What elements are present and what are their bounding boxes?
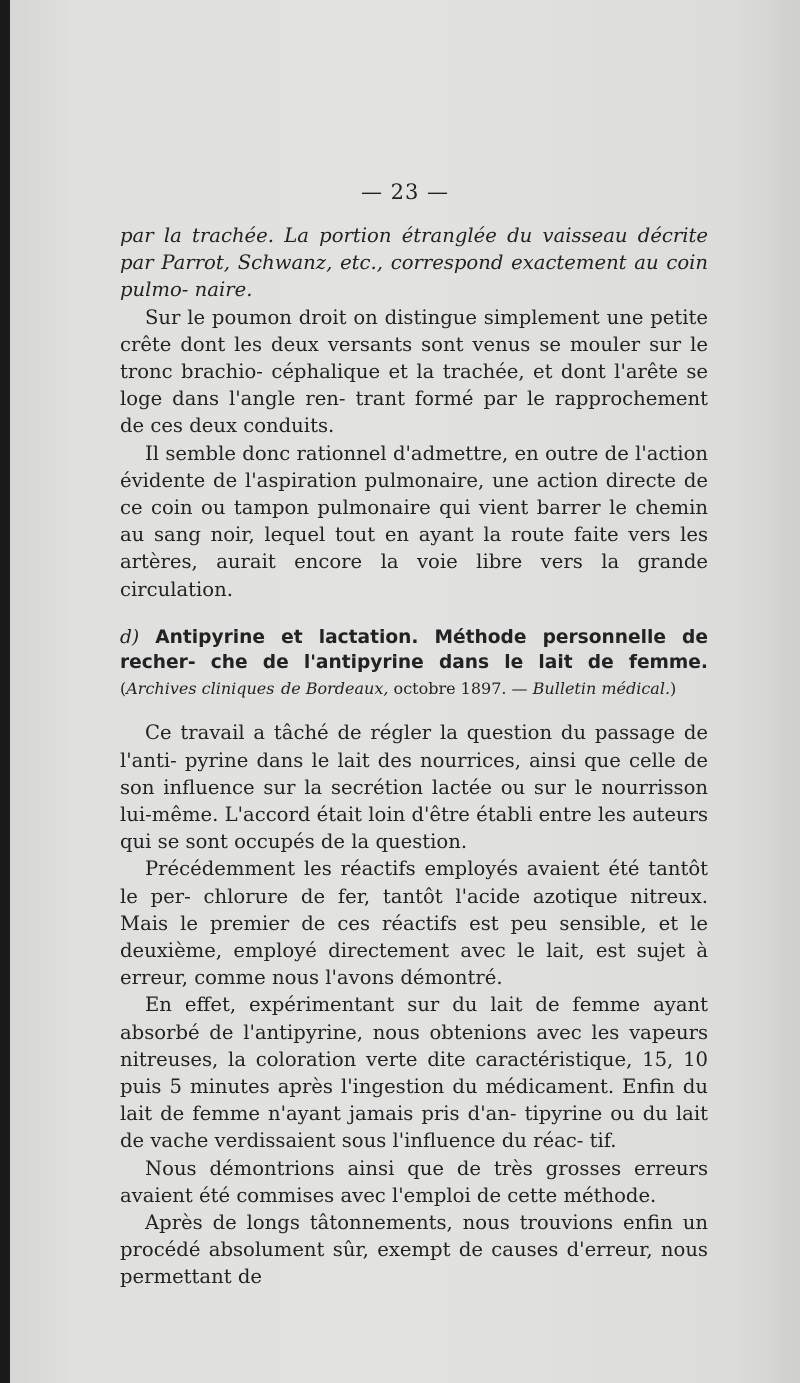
p3-line-3: pulmonaire qui vient barrer le chemin au sang noir, lequel tout en <box>120 496 708 547</box>
paragraph-4 <box>120 719 708 855</box>
ref-journal-1: Archives cliniques <box>126 678 275 698</box>
body-text <box>120 222 708 1291</box>
ref-journal-2: Bulletin médical. <box>532 678 671 698</box>
p6-line-1: En effet, expérimentant sur du lait de femme ayant absorbé de <box>120 993 708 1044</box>
p1-line-2: Parrot, Schwanz, etc., correspond exactement au coin pulmo- <box>120 251 708 302</box>
p6-line-4: du médicament. Enfin du lait de femme n'ayant jamais pris d'an- <box>120 1074 709 1126</box>
ref-close: ) <box>670 678 677 698</box>
paragraph-1 <box>120 222 708 304</box>
p5-line-2: chlorure de fer, tantôt l'acide azotique nitreux. Mais le premier de <box>120 884 708 935</box>
ref-journal-1b: de Bordeaux, <box>280 678 389 698</box>
section-title-line-1: Antipyrine et lactation. Méthode personnelle de recher- <box>120 626 708 674</box>
p6-line-2: l'antipyrine, nous obtenions avec les vapeurs nitreuses, la coloration <box>120 1020 708 1071</box>
p7-line-1: Nous démontrions ainsi que de très grosses erreurs avaient été <box>120 1156 708 1207</box>
paragraph-5 <box>120 855 708 991</box>
p4-line-2: pyrine dans le lait des nourrices, ainsi que celle de son influence <box>120 748 708 799</box>
p4-line-1: Ce travail a tâché de régler la question du passage de l'anti- <box>120 721 708 772</box>
section-label: d) <box>120 626 140 648</box>
p8-line-1: Après de longs tâtonnements, nous trouvions enfin un procédé <box>120 1211 708 1262</box>
p5-line-4: avec le lait, est sujet à erreur, comme nous l'avons démontré. <box>120 938 709 990</box>
ref-open: ( <box>120 678 127 698</box>
section-title-line-2: che de l'antipyrine dans le lait de femme. <box>210 652 708 674</box>
paragraph-7 <box>120 1155 708 1209</box>
p6-line-6: tif. <box>589 1129 617 1153</box>
section-heading <box>120 625 708 702</box>
p3-line-4: ayant la route faite vers les artères, aurait encore la voie libre vers <box>120 523 708 574</box>
p3-line-5: la grande circulation. <box>120 550 708 601</box>
p8-line-2: absolument sûr, exempt de causes d'erreur, nous permettant de <box>120 1238 708 1289</box>
p2-line-2: dont les deux versants sont venus se mouler sur le tronc brachio- <box>120 332 708 384</box>
page <box>10 0 800 1383</box>
paragraph-3 <box>120 440 708 603</box>
paragraph-8 <box>120 1209 708 1291</box>
p5-line-1: Précédemment les réactifs employés avaient été tantôt le per- <box>120 857 708 908</box>
p7-line-2: commises avec l'emploi de cette méthode. <box>236 1183 657 1207</box>
p4-line-3: sur la secrétion lactée ou sur le nourrisson lui-même. L'accord <box>120 775 708 826</box>
p6-line-3: verte dite caractéristique, 15, 10 puis 5 minutes après l'ingestion <box>120 1047 709 1098</box>
p2-line-1: Sur le poumon droit on distingue simplement une petite crête <box>120 305 708 356</box>
p5-line-3: ces réactifs est peu sensible, et le deuxième, employé directement <box>120 911 708 962</box>
p4-line-5: question. <box>375 830 468 854</box>
p3-line-1: Il semble donc rationnel d'admettre, en outre de l'action évidente <box>120 441 708 492</box>
ref-date: octobre 1897. — <box>388 678 533 698</box>
p3-line-2: de l'aspiration pulmonaire, une action directe de ce coin ou tampon <box>120 468 708 520</box>
paragraph-6 <box>120 991 708 1154</box>
paragraph-2 <box>120 304 708 440</box>
p2-line-4: trant formé par le rapprochement de ces deux conduits. <box>120 387 708 438</box>
p1-line-3: naire. <box>194 278 253 302</box>
p1-line-1: par la trachée. La portion étranglée du vaisseau décrite par <box>120 224 708 275</box>
p2-line-3: céphalique et la trachée, et dont l'arête se loge dans l'angle ren- <box>120 360 709 411</box>
page-number: — 23 — <box>360 180 450 204</box>
p4-line-4: était loin d'être établi entre les auteurs qui se sont occupés de la <box>120 802 708 854</box>
p6-line-5: tipyrine ou du lait de vache verdissaient sous l'influence du réac- <box>120 1102 709 1153</box>
